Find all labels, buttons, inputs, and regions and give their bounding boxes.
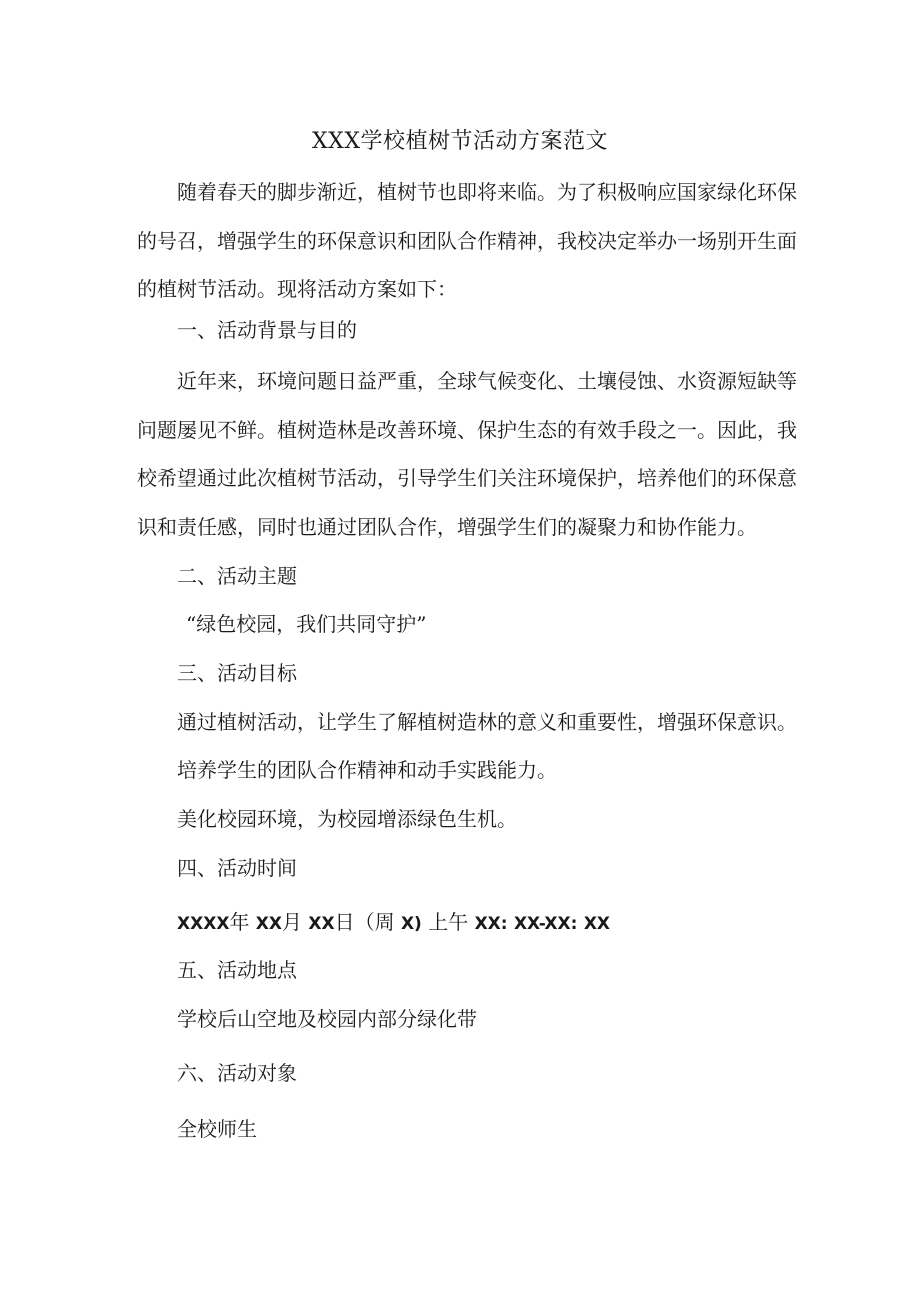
time-end-minute: XX [583,914,611,934]
section-heading-theme: 二、活动主题 [177,564,297,588]
time-month-unit: 月 [282,910,303,934]
goal-item-3: 美化校园环境，为校园增添绿色生机。 [177,807,517,831]
time-day: XX [308,914,335,934]
time-year: XXXX [177,914,230,934]
document-title: XXX学校植树节活动方案范文 [312,129,608,154]
time-weekday: X) [400,914,422,934]
section-heading-participants: 六、活动对象 [177,1061,297,1085]
goal-item-1: 通过植树活动，让学生了解植树造林的意义和重要性，增强环保意识。 [177,710,797,734]
time-month: XX [255,914,283,934]
section-heading-location: 五、活动地点 [177,958,297,982]
time-range: XX-XX: [513,914,578,934]
participants-text: 全校师生 [177,1117,257,1141]
goal-item-2: 培养学生的团队合作精神和动手实践能力。 [177,758,557,782]
activity-time [177,906,610,935]
time-year-unit: 年 [229,910,250,934]
location-text: 学校后山空地及校园内部分绿化带 [177,1007,477,1031]
section-heading-goals: 三、活动目标 [177,661,297,685]
time-period: 上午 [428,910,469,934]
theme-slogan: “绿色校园，我们共同守护” [186,612,427,636]
section-heading-time: 四、活动时间 [177,856,297,880]
time-start-hour: XX: [474,914,508,934]
intro-paragraph: 随着春天的脚步渐近，植树节也即将来临。为了积极响应国家绿化环保的号召，增强学生的环保意识和团队合作精神，我校决定举办一场别开生面的植树节活动。现将活动方案如下： [137,180,797,301]
section-heading-background: 一、活动背景与目的 [177,318,357,342]
background-paragraph: 近年来，环境问题日益严重，全球气候变化、土壤侵蚀、水资源短缺等问题屡见不鲜。植树造林是改善环境、保护生态的有效手段之一。因此，我校希望通过此次植树节活动，引导学生们关注环境保护，培养他们的环保意识和责任感，同时也通过团队合作，增强学生们的凝聚力和协作能力。 [137,369,797,539]
time-day-unit: 日（周 [334,910,395,934]
